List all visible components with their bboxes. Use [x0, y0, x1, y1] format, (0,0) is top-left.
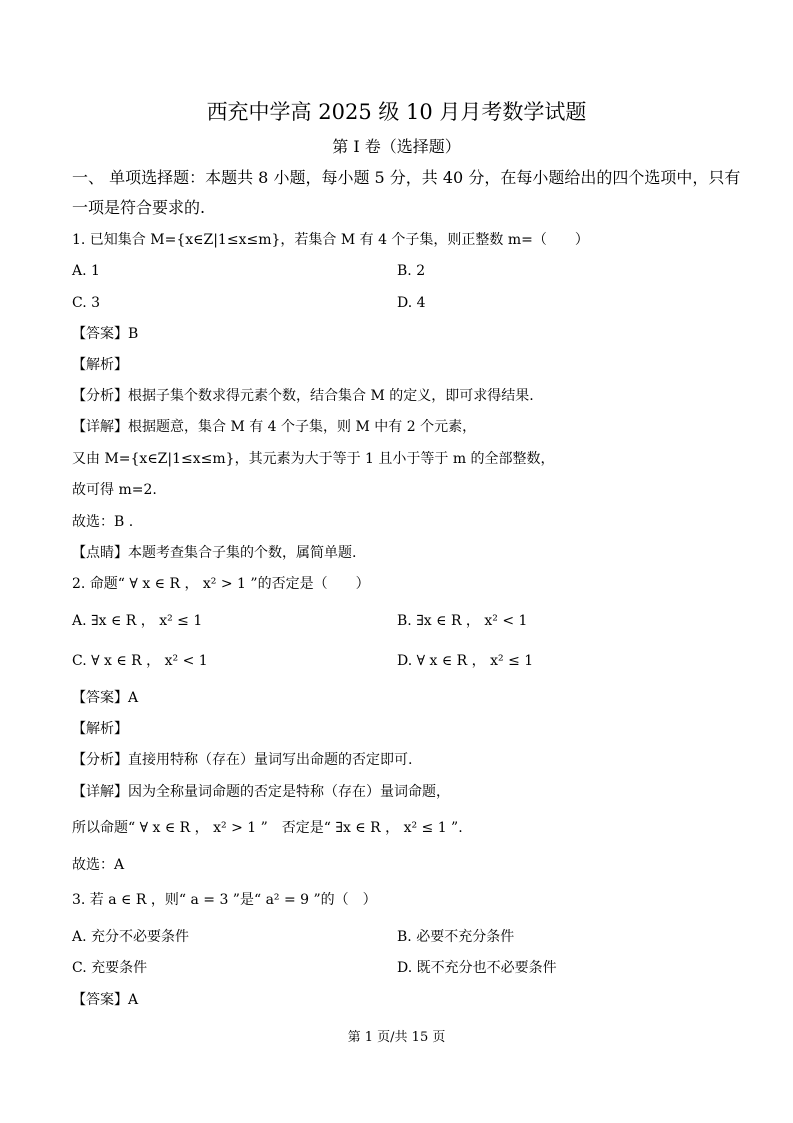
page-title: 西充中学高 2025 级 10 月月考数学试题 — [206, 100, 587, 124]
q1-stem: 1. 已知集合 M={x∈Z|1≤x≤m}，若集合 M 有 4 个子集，则正整数 m=（ ） — [72, 232, 589, 248]
q1-option-b: B. 2 — [397, 263, 426, 279]
q1-option-c: C. 3 — [72, 295, 101, 311]
q1-xiangjie: 【详解】根据题意，集合 M 有 4 个子集，则 M 中有 2 个元素， — [72, 419, 477, 435]
q1-option-d: D. 4 — [397, 295, 426, 311]
q2-analysis-label: 【解析】 — [72, 721, 128, 737]
q3-option-d: D. 既不充分也不必要条件 — [397, 960, 557, 976]
q2-option-d: D. ∀ x ∈ R ， x² ≤ 1 — [397, 653, 534, 669]
q1-dianjing: 【点睛】本题考查集合子集的个数，属简单题. — [72, 545, 357, 561]
q1-fenxi: 【分析】根据子集个数求得元素个数，结合集合 M 的定义，即可求得结果. — [72, 388, 534, 404]
q2-fenxi: 【分析】直接用特称（存在）量词写出命题的否定即可. — [72, 752, 413, 768]
q1-analysis-label: 【解析】 — [72, 357, 128, 373]
q3-answer: 【答案】A — [72, 992, 139, 1008]
section-heading-line2: 一项是符合要求的. — [72, 198, 206, 217]
q2-answer: 【答案】A — [72, 690, 139, 706]
q2-option-b: B. ∃x ∈ R ， x² < 1 — [397, 613, 528, 629]
q3-option-a: A. 充分不必要条件 — [72, 929, 190, 945]
q2-option-a: A. ∃x ∈ R ， x² ≤ 1 — [72, 613, 203, 629]
q2-choose: 故选：A — [72, 857, 125, 873]
page-footer: 第 1 页/共 15 页 — [347, 1030, 446, 1045]
q3-option-c: C. 充要条件 — [72, 960, 148, 976]
q1-choose: 故选：B . — [72, 514, 134, 530]
section-heading-line1: 一、 单项选择题：本题共 8 小题，每小题 5 分，共 40 分，在每小题给出的四个选项中，只有 — [72, 168, 741, 187]
q2-option-c: C. ∀ x ∈ R ， x² < 1 — [72, 653, 208, 669]
q2-xiangjie: 【详解】因为全称量词命题的否定是特称（存在）量词命题， — [72, 784, 450, 800]
q3-option-b: B. 必要不充分条件 — [397, 929, 515, 945]
q1-detail-line3: 故可得 m=2. — [72, 482, 157, 498]
q1-detail-line2: 又由 M={x∈Z|1≤x≤m}，其元素为大于等于 1 且小于等于 m 的全部整数， — [72, 451, 555, 467]
q1-answer: 【答案】B — [72, 326, 139, 342]
q1-option-a: A. 1 — [72, 263, 100, 279]
q2-stem: 2. 命题“ ∀ x ∈ R ， x² > 1 ”的否定是（ ） — [72, 576, 370, 592]
q2-detail-line2: 所以命题“ ∀ x ∈ R ， x² > 1 ” 否定是“ ∃x ∈ R ， x² ≤ 1 ”. — [72, 820, 463, 836]
section-subtitle: 第 I 卷（选择题） — [332, 137, 461, 156]
q3-stem: 3. 若 a ∈ R ，则“ a = 3 ”是“ a² = 9 ”的（ ） — [72, 892, 377, 908]
